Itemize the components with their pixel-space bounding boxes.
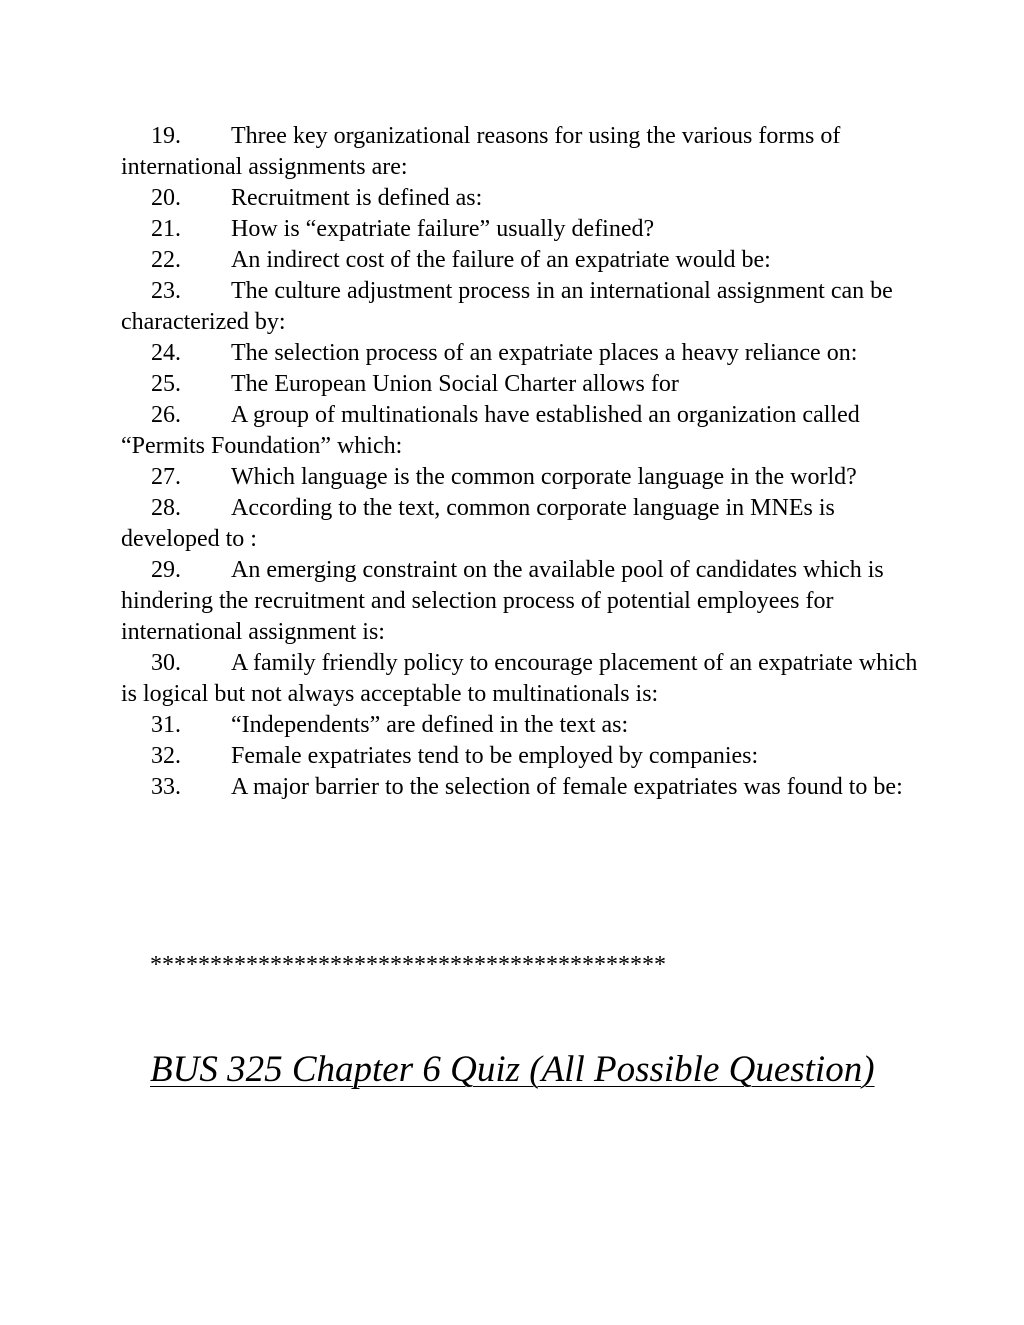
question-text: The culture adjustment process in an international assignment can be characterized by:: [121, 278, 893, 335]
question-text: How is “expatriate failure” usually defined?: [231, 216, 655, 242]
question-number: 28.: [151, 495, 181, 521]
question-text: A family friendly policy to encourage placement of an expatriate which is logical but not always acceptable to multinationals is:: [121, 650, 918, 707]
question-item: [121, 369, 921, 400]
question-number: 30.: [151, 650, 181, 676]
question-item: [121, 741, 921, 772]
question-number: 31.: [151, 712, 181, 738]
question-number: 22.: [151, 247, 181, 273]
question-number: 33.: [151, 774, 181, 800]
question-item: [121, 493, 921, 555]
question-item: [121, 183, 921, 214]
question-text: The selection process of an expatriate places a heavy reliance on:: [231, 340, 858, 366]
question-text: Three key organizational reasons for using the various forms of international assignments are:: [121, 123, 841, 180]
question-number: 26.: [151, 402, 181, 428]
question-text: Female expatriates tend to be employed by companies:: [231, 743, 759, 769]
question-item: [121, 555, 921, 648]
question-item: [121, 338, 921, 369]
question-item: [121, 772, 921, 803]
question-number: 21.: [151, 216, 181, 242]
question-item: [121, 276, 921, 338]
question-item: [121, 462, 921, 493]
question-item: [121, 710, 921, 741]
question-list: [121, 121, 921, 803]
question-number: 20.: [151, 185, 181, 211]
question-item: [121, 400, 921, 462]
question-item: [121, 245, 921, 276]
question-text: The European Union Social Charter allows for: [231, 371, 679, 397]
question-text: “Independents” are defined in the text as:: [231, 712, 629, 738]
question-text: A major barrier to the selection of female expatriates was found to be:: [231, 774, 903, 800]
question-item: [121, 214, 921, 245]
quiz-title: BUS 325 Chapter 6 Quiz (All Possible Question): [150, 1049, 875, 1090]
question-number: 29.: [151, 557, 181, 583]
question-text: An indirect cost of the failure of an expatriate would be:: [231, 247, 771, 273]
question-number: 27.: [151, 464, 181, 490]
question-number: 32.: [151, 743, 181, 769]
question-text: According to the text, common corporate language in MNEs is developed to :: [121, 495, 835, 552]
question-text: A group of multinationals have established an organization called “Permits Foundation” which:: [121, 402, 860, 459]
question-number: 19.: [151, 123, 181, 149]
question-text: Recruitment is defined as:: [231, 185, 483, 211]
question-number: 25.: [151, 371, 181, 397]
question-number: 24.: [151, 340, 181, 366]
asterisk-separator: *******************************************: [150, 952, 666, 978]
question-text: Which language is the common corporate language in the world?: [231, 464, 857, 490]
question-text: An emerging constraint on the available pool of candidates which is hindering the recruitment and selection process of potential employees for international assignment is:: [121, 557, 884, 645]
question-number: 23.: [151, 278, 181, 304]
question-item: [121, 648, 921, 710]
question-item: [121, 121, 921, 183]
